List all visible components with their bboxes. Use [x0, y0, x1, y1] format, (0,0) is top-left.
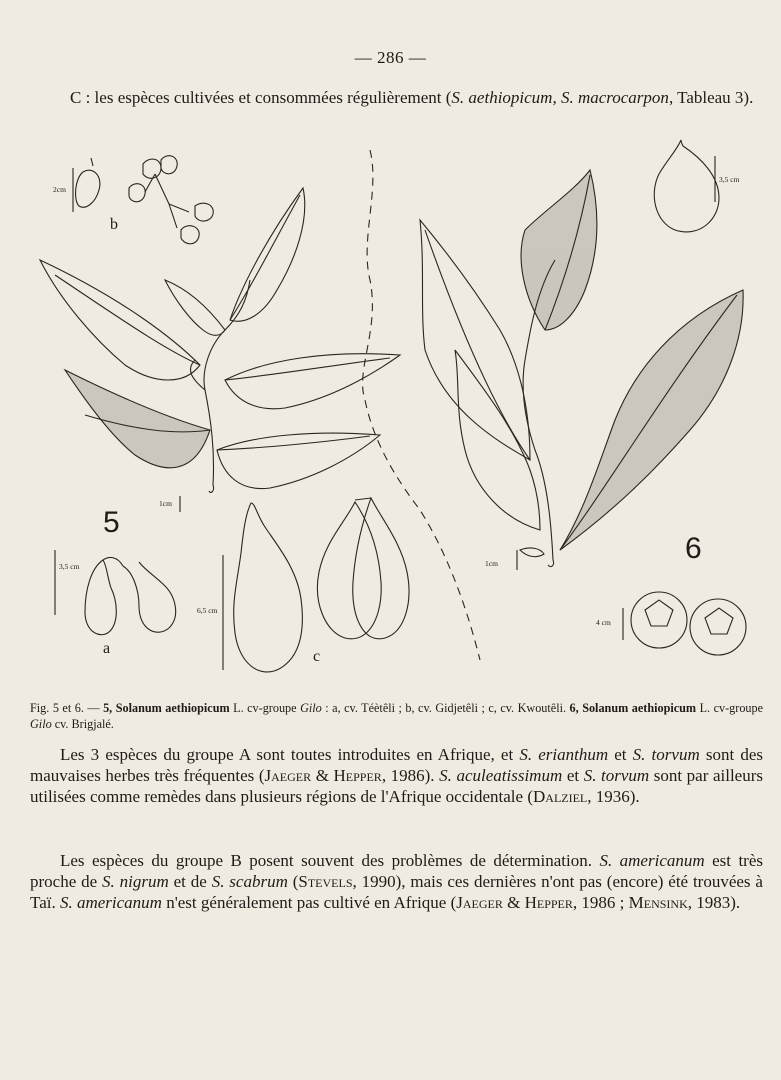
page-number: — 286 —: [354, 48, 427, 67]
paragraph-group-b: Les espèces du groupe B posent souvent des problèmes de détermination. S. americanum est très proche de S. nigrum et de S. scabrum (Stevels, 1990), mais ces dernières n'ont pas (encore) été trouvées à Taï. S. americanum n'est généralement pas cultivé en Afrique (Jaeger & Hepper, 1986 ; Mensink, 1983).: [30, 851, 763, 912]
figure-drawing: [25, 130, 770, 695]
figure-number-5: 5: [103, 506, 120, 539]
paragraph-group-a: Les 3 espèces du groupe A sont toutes introduites en Afrique, et S. erianthum et S. torvum sont des mauvaises herbes très fréquentes (Jaeger & Hepper, 1986). S. aculeatissimum et S. torvum sont par ailleurs utilisées comme remèdes dans plusieurs régions de l'Afrique occidentale (Dalziel, 1936).: [30, 745, 764, 806]
figure-caption: Fig. 5 et 6. — 5, Solanum aethiopicum L. cv-groupe Gilo : a, cv. Téètêli ; b, cv. Gidjetêli ; c, cv. Kwoutêli. 6, Solanum aethiopicum L. cv-groupe Gilo cv. Brigjalé.: [30, 701, 764, 731]
figure-label-b: b: [110, 216, 118, 233]
scale-b: 2cm: [53, 185, 66, 194]
top-paragraph: C : les espèces cultivées et consommées régulièrement (S. aethiopicum, S. macrocarpon, Tableau 3).: [70, 88, 754, 107]
figure-label-a: a: [103, 640, 111, 657]
scale-main6: 1cm: [485, 559, 498, 568]
figure-label-c: c: [313, 648, 321, 665]
figure-number-6: 6: [685, 532, 702, 565]
scale-c: 6,5 cm: [197, 606, 218, 615]
scale-main5: 1cm: [159, 499, 172, 508]
scale-section6: 4 cm: [596, 618, 611, 627]
scale-a: 3,5 cm: [59, 562, 80, 571]
botanical-figure: [25, 130, 770, 695]
scale-fruit6: 3,5 cm: [719, 175, 740, 184]
